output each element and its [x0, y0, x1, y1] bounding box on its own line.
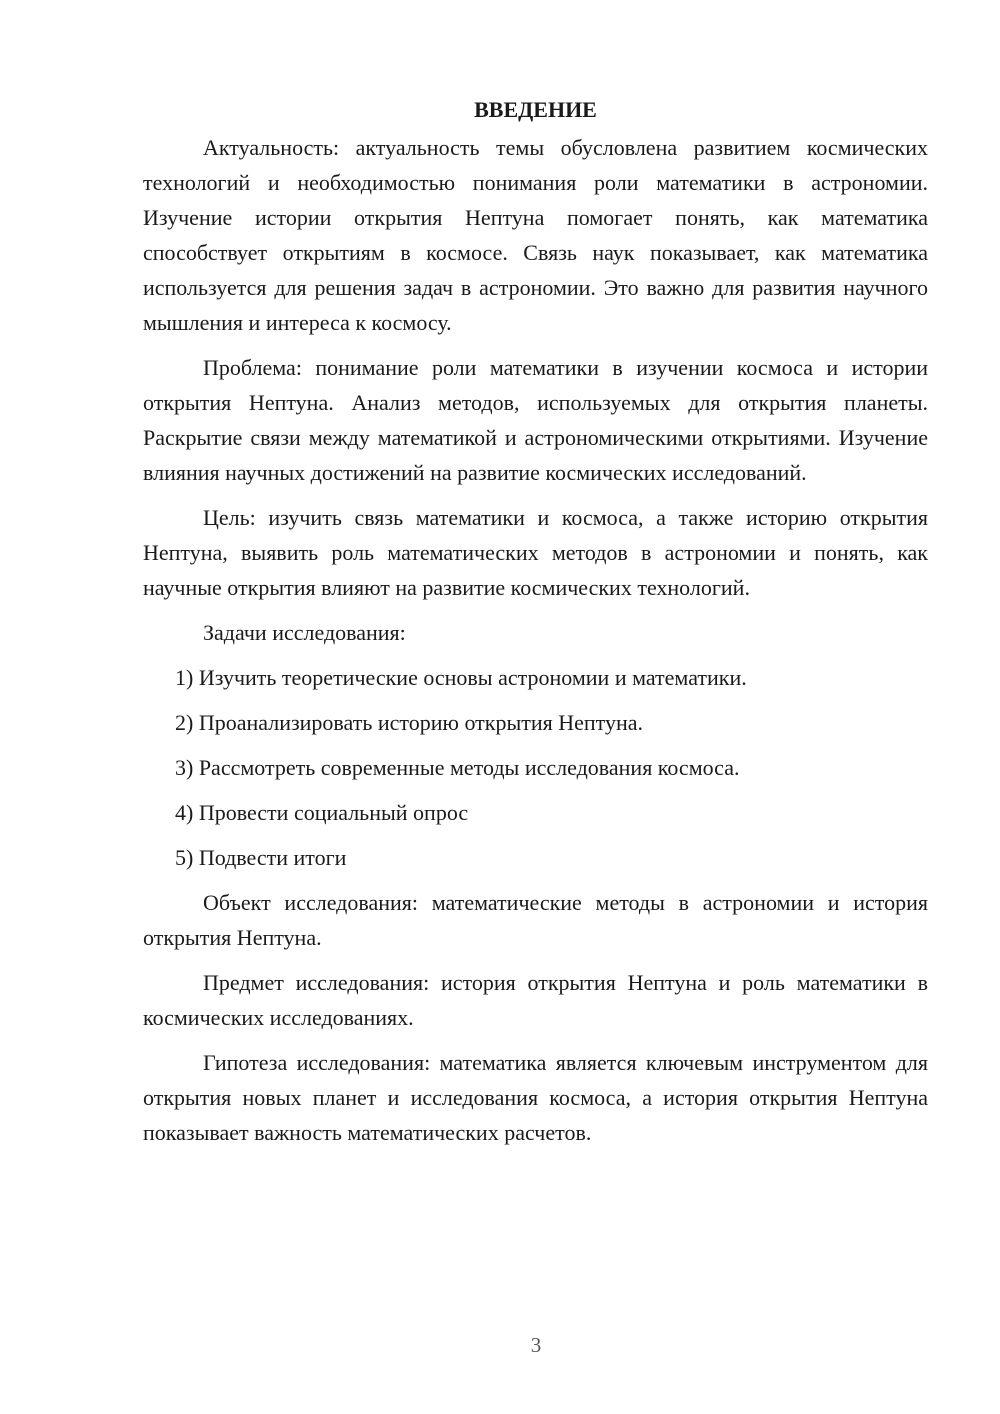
section-title: ВВЕДЕНИЕ [474, 97, 597, 122]
relevance-paragraph: Актуальность: актуальность темы обусловлена развитием космических технологий и необходимостью понимания роли математики в астрономии. Изучение истории открытия Нептуна помогает понять, как математика способствует открытиям в космосе. Связь наук показывает, как математика используется для решения задач в астрономии. Это важно для развития научного мышления и интереса к космосу. [143, 135, 928, 335]
task-item-4: 4) Провести социальный опрос [175, 800, 469, 825]
task-item-5: 5) Подвести итоги [175, 845, 347, 870]
hypothesis-paragraph: Гипотеза исследования: математика является ключевым инструментом для открытия новых планет и исследования космоса, а история открытия Нептуна показывает важность математических расчетов. [143, 1050, 928, 1145]
document-page [143, 92, 928, 1160]
problem-paragraph: Проблема: понимание роли математики в изучении космоса и истории открытия Нептуна. Анализ методов, используемых для открытия планеты. Раскрытие связи между математикой и астрономическими открытиями. Изучение влияния научных достижений на развитие космических исследований. [143, 355, 928, 485]
goal-paragraph: Цель: изучить связь математики и космоса, а также историю открытия Нептуна, выявить роль математических методов в астрономии и понять, как научные открытия влияют на развитие космических технологий. [143, 505, 928, 600]
task-item-2: 2) Проанализировать историю открытия Нептуна. [175, 710, 644, 735]
page-number: 3 [530, 1333, 542, 1357]
task-item-3: 3) Рассмотреть современные методы исследования космоса. [175, 755, 740, 780]
subject-paragraph: Предмет исследования: история открытия Нептуна и роль математики в космических исследованиях. [143, 970, 928, 1030]
task-item-1: 1) Изучить теоретические основы астрономии и математики. [175, 665, 747, 690]
tasks-heading: Задачи исследования: [203, 620, 406, 645]
object-paragraph: Объект исследования: математические методы в астрономии и история открытия Нептуна. [143, 890, 928, 950]
